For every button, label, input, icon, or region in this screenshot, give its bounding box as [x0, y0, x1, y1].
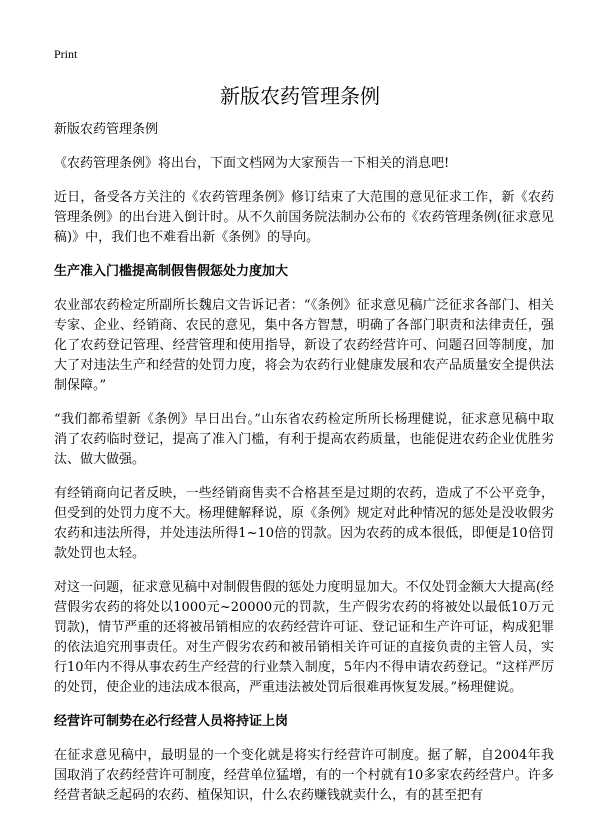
print-link[interactable]: Print	[54, 47, 78, 61]
section-heading-2: 经营许可制势在必行经营人员将持证上岗	[54, 714, 289, 729]
paragraph-2: 近日，备受各方关注的《农药管理条例》修订结束了大范围的意见征求工作，新《农药管理条例》的出台进入倒计时。从不久前国务院法制办公布的《农药管理条例(征求意见稿)》中，我们也不难看出新《条例》的导向。	[54, 190, 554, 245]
paragraph-5: 有经销商向记者反映，一些经销商售卖不合格甚至是过期的农药，造成了不公平竞争，但受到的处罚力度不大。杨理健解释说，原《条例》规定对此种情况的惩处是没收假劣农药和违法所得，并处违法所得1~10倍的罚款。因为农药的成本很低，即便是10倍罚款处罚也太轻。	[54, 486, 554, 561]
section-heading-1: 生产准入门槛提高制假售假惩处力度加大	[54, 264, 289, 279]
paragraph-6: 对这一问题，征求意见稿中对制假售假的惩处力度明显加大。不仅处罚金额大大提高(经营假劣农药的将处以1000元~20000元的罚款，生产假劣农药的将被处以最低10万元罚款)，情节严重的还将被吊销相应的农药经营许可证、登记证和生产许可证，构成犯罪的依法追究刑事责任。对生产假劣农药和被吊销相关许可证的直接负责的主管人员，实行10年内不得从事农药生产经营的行业禁入制度，5年内不得申请农药登记。“这样严厉的处罚，使企业的违法成本很高，严重违法被处罚后很难再恢复发展。”杨理健说。	[54, 580, 554, 695]
paragraph-3: 农业部农药检定所副所长魏启文告诉记者：“《条例》征求意见稿广泛征求各部门、相关专家、企业、经销商、农民的意见，集中各方智慧，明确了各部门职责和法律责任，强化了农药登记管理、经营管理和使用指导，新设了农药经营许可、问题召回等制度，加大了对违法生产和经营的处罚力度，将会为农药行业健康发展和农产品质量安全提供法制保障。”	[54, 298, 554, 393]
page-title: 新版农药管理条例	[220, 84, 380, 108]
article-subtitle: 新版农药管理条例	[54, 122, 159, 137]
article-body	[54, 120, 554, 820]
paragraph-4: “我们都希望新《条例》早日出台。”山东省农药检定所所长杨理健说，征求意见稿中取消了农药临时登记，提高了准入门槛，有利于提高农药质量，也能促进农药企业优胜劣汰、做大做强。	[54, 412, 554, 467]
paragraph-intro: 《农药管理条例》将出台，下面文档网为大家预告一下相关的消息吧!	[54, 156, 450, 171]
paragraph-7: 在征求意见稿中，最明显的一个变化就是将实行经营许可制度。据了解，自2004年我国取消了农药经营许可制度，经营单位猛增，有的一个村就有10多家农药经营户。许多经营者缺乏起码的农药、植保知识，什么农药赚钱就卖什么，有的甚至把有	[54, 748, 554, 803]
